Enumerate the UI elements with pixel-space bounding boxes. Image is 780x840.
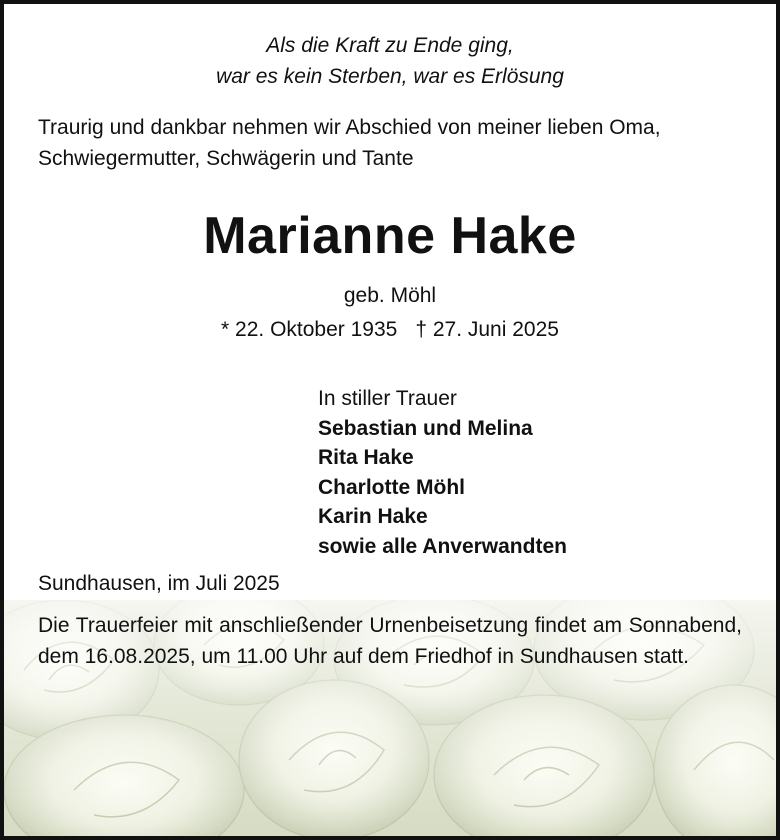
- mourner-name: Sebastian und Melina: [318, 416, 533, 440]
- mourner-name: Rita Hake: [318, 446, 414, 469]
- motto-line-2: war es kein Sterben, war es Erlösung: [216, 65, 564, 88]
- motto-line-1: Als die Kraft zu Ende ging,: [266, 34, 514, 57]
- mourner-name: Charlotte Möhl: [318, 475, 465, 499]
- mourners-heading: In stiller Trauer: [318, 387, 457, 410]
- death-date: † 27. Juni 2025: [415, 318, 559, 341]
- place-and-date: Sundhausen, im Juli 2025: [38, 572, 280, 595]
- intro-line-1: Traurig und dankbar nehmen wir Abschied von meiner lieben Oma,: [38, 116, 661, 139]
- mourner-name: Karin Hake: [318, 505, 428, 528]
- intro-line-2: Schwiegermutter, Schwägerin und Tante: [38, 147, 414, 170]
- intro-text: [38, 112, 738, 174]
- ceremony-info: Die Trauerfeier mit anschließender Urnenbeisetzung findet am Sonnabend, dem 16.08.2025, um 11.00 Uhr auf dem Friedhof in Sundhausen statt.: [38, 614, 742, 668]
- motto-quote: [4, 30, 776, 92]
- deceased-name: Marianne Hake: [203, 207, 577, 265]
- mourners-block: [318, 384, 567, 561]
- maiden-name: geb. Möhl: [343, 284, 437, 307]
- birth-date: * 22. Oktober 1935: [221, 318, 398, 341]
- life-dates: [4, 318, 776, 342]
- mourner-name: sowie alle Anverwandten: [318, 534, 567, 558]
